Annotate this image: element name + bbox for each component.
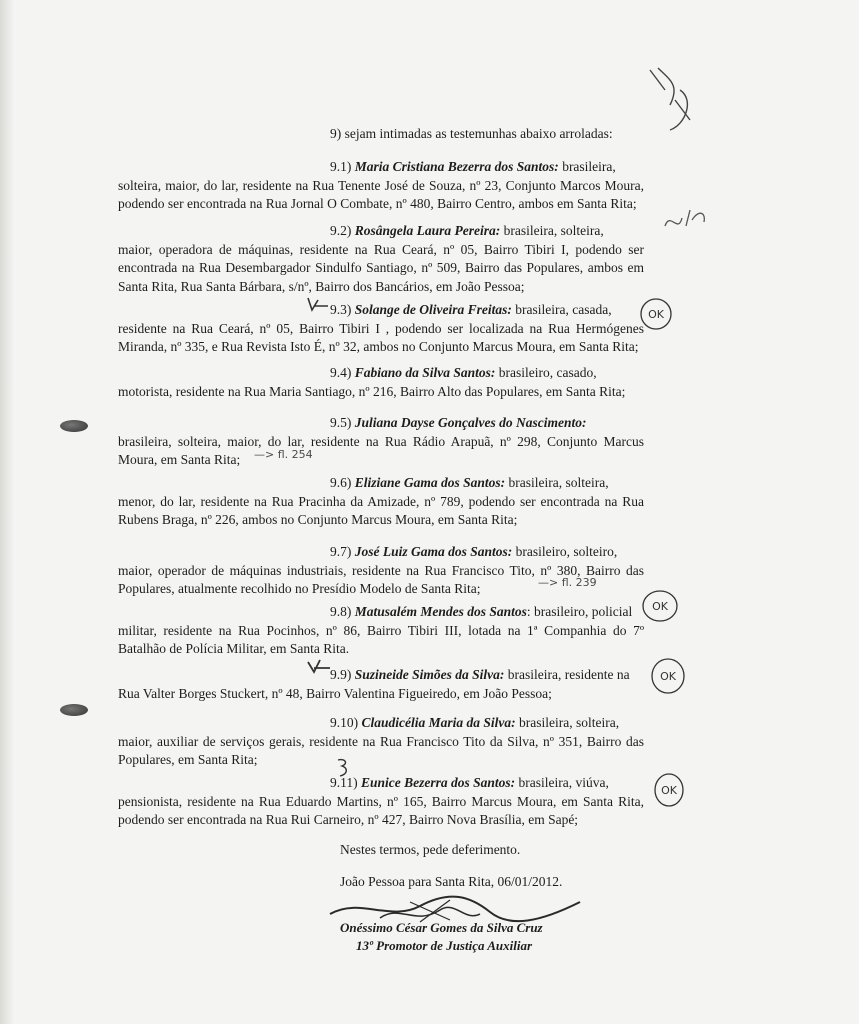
svg-text:OK: OK (661, 784, 677, 797)
witness-name: Solange de Oliveira Freitas: (354, 302, 512, 317)
item-text: maior, operador de máquinas industriais, residente na Rua Francisco Tito, nº 380, Bairro das Populares, atualmente recolhido no Presídio Modelo de Santa Rita; (118, 562, 644, 596)
handwritten-page-reference: —> fl. 254 (254, 448, 313, 461)
witness-name: Rosângela Laura Pereira: (354, 223, 501, 238)
closing-place-date: João Pessoa para Santa Rita, 06/01/2012. (340, 874, 563, 889)
pen-tick-icon (334, 756, 354, 778)
item-number: 9.8) (330, 604, 352, 619)
item-number: 9.2) (330, 223, 352, 238)
item-number: 9.6) (330, 475, 352, 490)
item-number: 9.3) (330, 302, 352, 317)
margin-scribble-icon (660, 206, 710, 238)
item-line1: brasileira, (558, 159, 616, 174)
ok-circle-stamp-icon (638, 296, 674, 332)
item-text: militar, residente na Rua Pocinhos, nº 86, Bairro Tibiri III, lotada na 1ª Companhia do 7º Batalhão de Polícia Militar, em Santa Rita. (118, 622, 644, 656)
witness-name: Suzineide Simões da Silva: (354, 667, 505, 682)
svg-text:OK: OK (660, 670, 676, 683)
punch-hole-icon (60, 704, 88, 716)
item-number: 9.9) (330, 667, 352, 682)
witness-name: José Luiz Gama dos Santos: (354, 544, 513, 559)
item-text: residente na Rua Ceará, nº 05, Bairro Tibiri I , podendo ser localizada na Rua Hermógenes Miranda, nº 335, e Rua Revista Isto É, nº 32, ambos no Conjunto Marcus Moura, em Santa Rita; (118, 320, 644, 354)
item-line1: brasileiro, solteiro, (512, 544, 618, 559)
witness-item-9-1 (118, 158, 644, 214)
svg-text:OK: OK (648, 308, 664, 321)
item-number: 9.5) (330, 415, 352, 430)
pen-tick-icon (304, 656, 334, 676)
punch-hole-icon (60, 420, 88, 432)
witness-name: Claudicélia Maria da Silva: (361, 715, 516, 730)
ok-circle-stamp-icon (648, 656, 688, 696)
witness-name: Matusalém Mendes dos Santos (354, 604, 527, 619)
signatory-name: Onéssimo César Gomes da Silva Cruz (340, 920, 543, 935)
item-number: 9.11) (330, 775, 358, 790)
item-number: 9.10) (330, 715, 359, 730)
witness-item-9-3 (118, 301, 644, 357)
handwritten-page-reference: —> fl. 239 (538, 576, 597, 589)
svg-text:OK: OK (652, 600, 668, 613)
page-fold-shadow (0, 0, 14, 1024)
item-line1: : brasileiro, policial (526, 604, 633, 619)
item-text: menor, do lar, residente na Rua Pracinha da Amizade, nº 789, podendo ser encontrada na Rua Rubens Braga, nº 226, ambos no Conjunto Marcus Moura, em Santa Rita; (118, 493, 644, 527)
item-line1: brasileira, residente na (504, 667, 630, 682)
item-line1: brasileira, casada, (511, 302, 612, 317)
item-line1: brasileira, solteira, (515, 715, 620, 730)
pen-tick-icon (304, 294, 332, 314)
witness-name: Juliana Dayse Gonçalves do Nascimento: (354, 415, 587, 430)
item-line1: brasileiro, casado, (495, 365, 597, 380)
witness-item-9-5 (118, 414, 644, 470)
item-text: solteira, maior, do lar, residente na Rua Tenente José de Souza, nº 23, Conjunto Marcos Moura, podendo ser encontrada na Rua Jornal O Combate, nº 480, Bairro Centro, ambos em Santa Rita; (118, 177, 644, 211)
item-number: 9.4) (330, 365, 352, 380)
item-text: maior, operadora de máquinas, residente na Rua Ceará, nº 05, Bairro Tibiri I, podendo ser encontrada na Rua Desembargador Sindulfo Santiago, nº 509, Bairro das Populares, ambos em Santa Rita, Rua Santa Bárbara, s/nº, Bairro dos Bancários, em João Pessoa; (118, 241, 644, 294)
item-text: motorista, residente na Rua Maria Santiago, nº 216, Bairro Alto das Populares, em Santa Rita; (118, 383, 626, 399)
margin-scribble-icon (640, 60, 700, 140)
witness-item-9-4 (118, 364, 644, 401)
witness-item-9-8 (118, 603, 644, 659)
item-text: maior, auxiliar de serviços gerais, residente na Rua Francisco Tito da Silva, nº 351, Bairro das Populares, em Santa Rita; (118, 733, 644, 767)
item-line1: brasileira, viúva, (515, 775, 609, 790)
ok-circle-stamp-icon (640, 588, 680, 624)
witness-name: Maria Cristiana Bezerra dos Santos: (354, 159, 559, 174)
witness-name: Eunice Bezerra dos Santos: (361, 775, 516, 790)
witness-item-9-7 (118, 543, 644, 599)
item-number: 9.1) (330, 159, 352, 174)
ok-circle-stamp-icon (650, 770, 688, 810)
witness-name: Fabiano da Silva Santos: (354, 365, 496, 380)
witness-item-9-11 (118, 774, 644, 830)
intro-line: 9) sejam intimadas as testemunhas abaixo arroladas: (330, 126, 613, 141)
witness-item-9-10 (118, 714, 644, 770)
closing-request: Nestes termos, pede deferimento. (340, 842, 521, 857)
witness-name: Eliziane Gama dos Santos: (354, 475, 506, 490)
witness-item-9-9 (118, 666, 644, 703)
signatory-title: 13º Promotor de Justiça Auxiliar (356, 938, 533, 953)
item-text: pensionista, residente na Rua Eduardo Martins, nº 165, Bairro Marcus Moura, em Santa Rita, podendo ser encontrada na Rua Rui Carneiro, nº 427, Bairro Nova Brasília, em Sapé; (118, 793, 644, 827)
item-number: 9.7) (330, 544, 352, 559)
item-line1: brasileira, solteira, (505, 475, 609, 490)
item-text: Rua Valter Borges Stuckert, nº 48, Bairro Valentina Figueiredo, em João Pessoa; (118, 685, 552, 701)
item-text: brasileira, solteira, maior, do lar, residente na Rua Rádio Arapuã, nº 298, Conjunto Marcus Moura, em Santa Rita; (118, 433, 644, 467)
witness-item-9-6 (118, 474, 644, 530)
witness-item-9-2 (118, 222, 644, 296)
item-line1: brasileira, solteira, (500, 223, 604, 238)
